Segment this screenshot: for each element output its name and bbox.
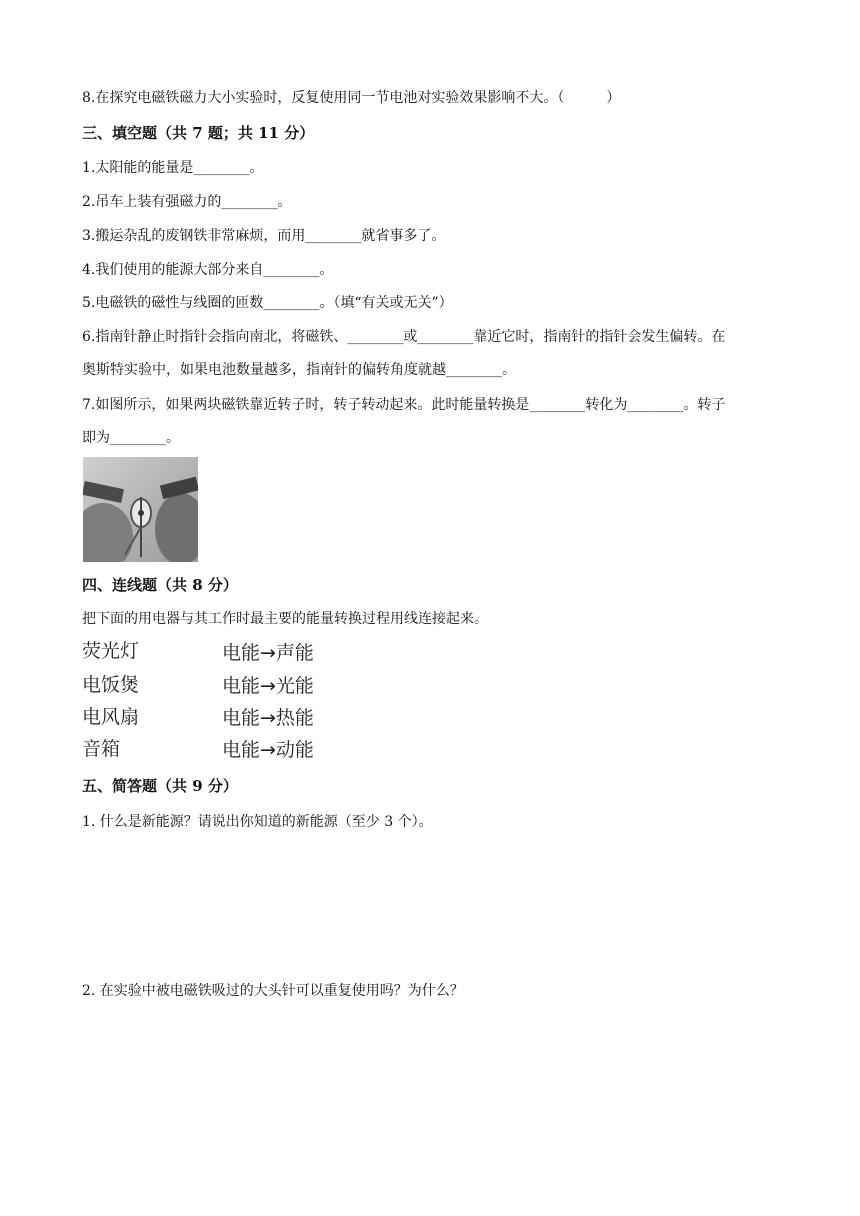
matching-left-item: 电饭煲 xyxy=(82,674,140,696)
fill-question-5: 5.电磁铁的磁性与线圈的匝数________。（填“有关或无关”） xyxy=(82,295,453,311)
section-4-instruction: 把下面的用电器与其工作时最主要的能量转换过程用线连接起来。 xyxy=(82,611,488,627)
fill-question-7-line-1: 7.如图所示，如果两块磁铁靠近转子时，转子转动起来。此时能量转换是________转化为________。转子 xyxy=(82,397,726,413)
section-4-title: 四、连线题（共 8 分） xyxy=(82,576,238,594)
fill-question-1: 1.太阳能的能量是________。 xyxy=(82,160,264,176)
matching-left-item: 音箱 xyxy=(82,738,121,760)
matching-left-item: 荧光灯 xyxy=(82,640,140,662)
matching-right-item: 电能→动能 xyxy=(222,739,314,761)
fill-question-6-line-1: 6.指南针静止时指针会指向南北，将磁铁、________或________靠近它时，指南针的指针会发生偏转。在 xyxy=(82,329,726,345)
fill-question-4: 4.我们使用的能源大部分来自________。 xyxy=(82,262,334,278)
short-answer-question-1: 1. 什么是新能源？请说出你知道的新能源（至少 3 个）。 xyxy=(82,814,433,830)
short-answer-question-2: 2. 在实验中被电磁铁吸过的大头针可以重复使用吗？为什么？ xyxy=(82,983,464,999)
rotor-experiment-photo xyxy=(83,457,198,562)
fill-question-7-line-2: 即为________。 xyxy=(82,430,180,446)
question-8-judgment: 8.在探究电磁铁磁力大小实验时，反复使用同一节电池对实验效果影响不大。（ ） xyxy=(82,90,621,106)
matching-right-item: 电能→声能 xyxy=(222,642,314,664)
section-3-title: 三、填空题（共 7 题；共 11 分） xyxy=(82,124,315,142)
matching-left-item: 电风扇 xyxy=(82,706,140,728)
fill-question-6-line-2: 奥斯特实验中，如果电池数量越多，指南针的偏转角度就越________。 xyxy=(82,362,516,378)
fill-question-3: 3.搬运杂乱的废钢铁非常麻烦，而用________就省事多了。 xyxy=(82,228,446,244)
matching-right-item: 电能→光能 xyxy=(222,675,314,697)
matching-right-item: 电能→热能 xyxy=(222,707,314,729)
fill-question-2: 2.吊车上装有强磁力的________。 xyxy=(82,194,292,210)
section-5-title: 五、简答题（共 9 分） xyxy=(82,777,238,795)
